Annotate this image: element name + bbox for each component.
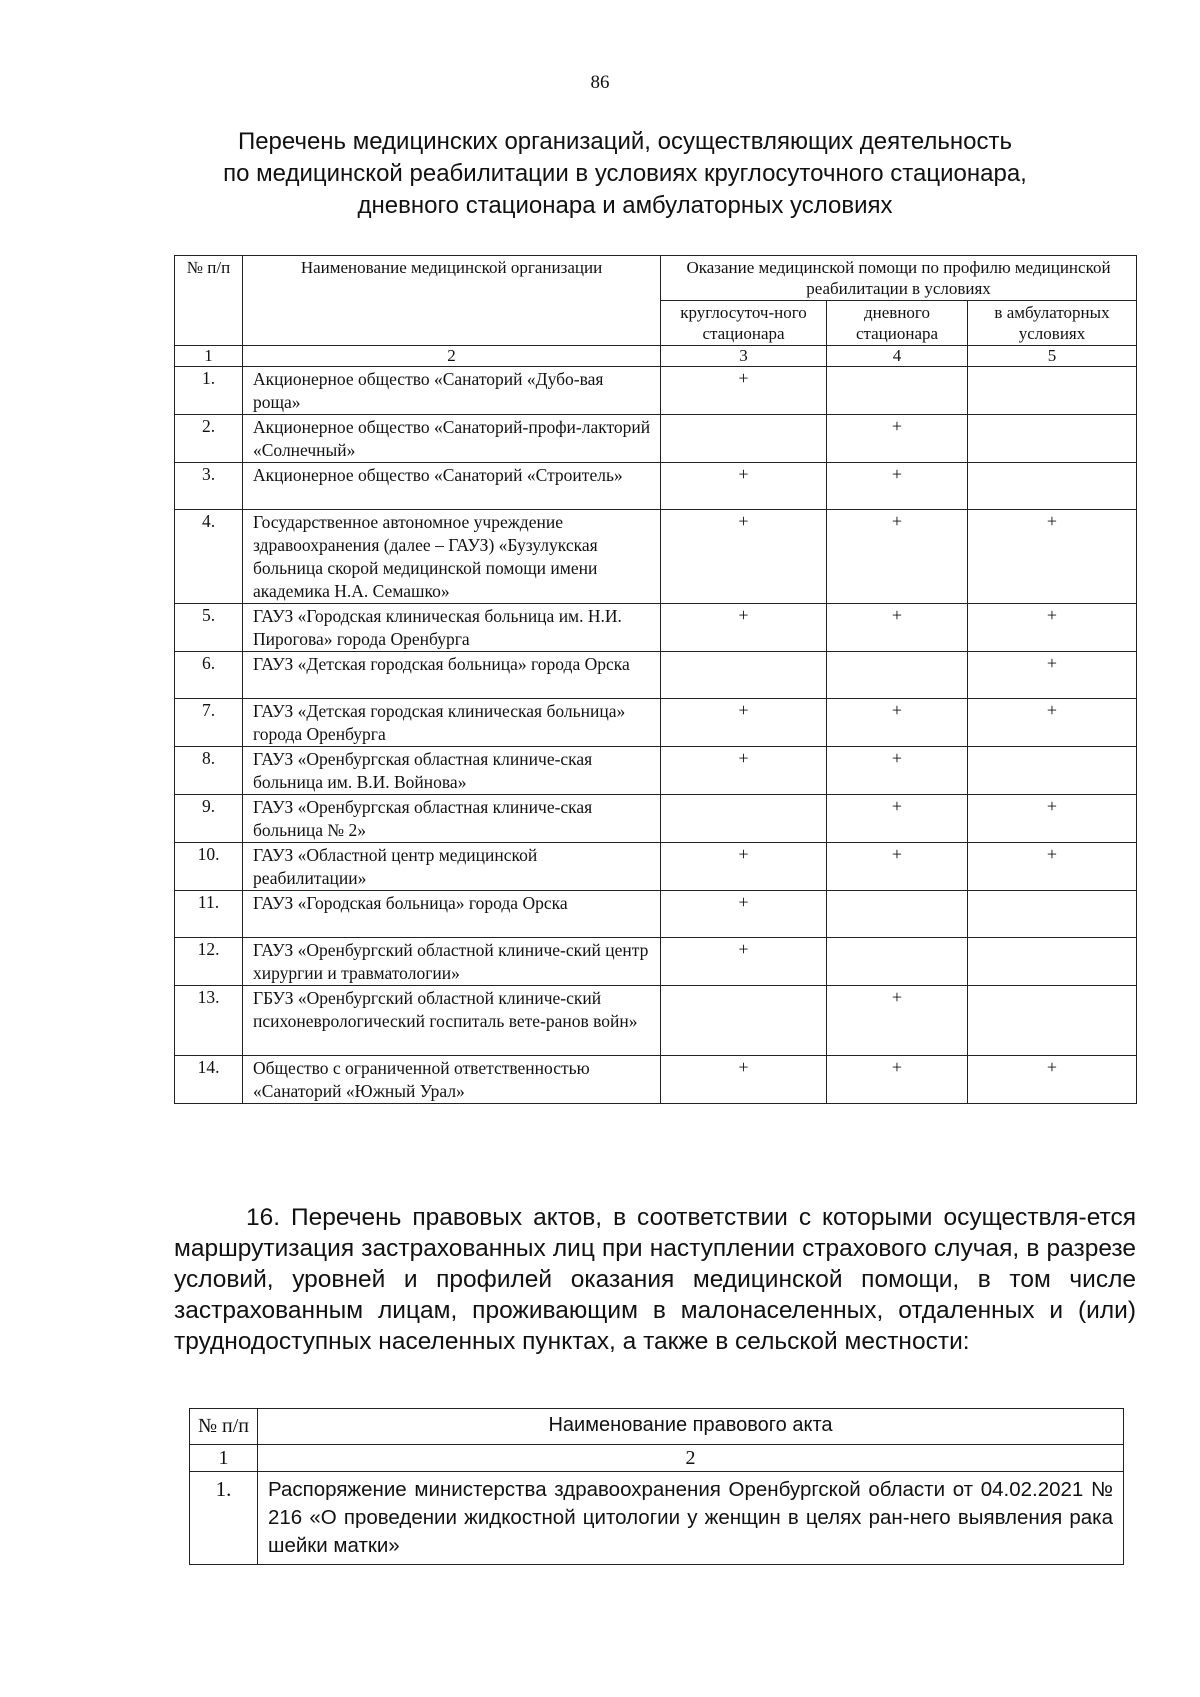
outpatient-mark xyxy=(968,986,1137,1056)
row-number: 13. xyxy=(175,986,243,1056)
organization-name: ГАУЗ «Детская городская больница» города Орска xyxy=(243,652,661,699)
table-row xyxy=(190,1472,1124,1565)
organization-name: Акционерное общество «Санаторий «Строитель» xyxy=(243,463,661,510)
legal-acts-table xyxy=(189,1408,1124,1565)
table-row xyxy=(175,938,1137,986)
outpatient-mark xyxy=(968,415,1137,463)
header-org-name: Наименование медицинской организации xyxy=(243,256,661,346)
organization-name: ГАУЗ «Городская клиническая больница им. Н.И. Пирогова» города Оренбурга xyxy=(243,604,661,652)
row-number: 14. xyxy=(175,1056,243,1104)
column-index: 3 xyxy=(661,346,827,367)
round-the-clock-mark xyxy=(661,652,827,699)
title-line-1: Перечень медицинских организаций, осуществляющих деятельность xyxy=(237,128,1013,155)
table-row xyxy=(175,604,1137,652)
row-number: 10. xyxy=(175,843,243,891)
organization-name: ГБУЗ «Оренбургский областной клиниче-ский психоневрологический госпиталь вете-ранов войн» xyxy=(243,986,661,1056)
table-row xyxy=(175,747,1137,795)
round-the-clock-mark xyxy=(661,795,827,843)
organization-name: ГАУЗ «Оренбургский областной клиниче-ский центр хирургии и травматологии» xyxy=(243,938,661,986)
header-act-name: Наименование правового акта xyxy=(258,1409,1124,1445)
day-hospital-mark: + xyxy=(827,1056,968,1104)
header-num: № п/п xyxy=(175,256,243,346)
column-index-row xyxy=(175,346,1137,367)
round-the-clock-mark: + xyxy=(661,604,827,652)
page-number: 86 xyxy=(590,72,610,93)
outpatient-mark xyxy=(968,938,1137,986)
table-row xyxy=(175,367,1137,415)
header-round-the-clock: круглосуточ-ного стационара xyxy=(661,301,827,346)
column-index: 2 xyxy=(243,346,661,367)
title-line-2: по медицинской реабилитации в условиях круглосуточного стационара, xyxy=(223,160,1027,187)
column-index: 1 xyxy=(175,346,243,367)
round-the-clock-mark: + xyxy=(661,463,827,510)
day-hospital-mark: + xyxy=(827,843,968,891)
round-the-clock-mark: + xyxy=(661,891,827,938)
round-the-clock-mark: + xyxy=(661,367,827,415)
outpatient-mark: + xyxy=(968,843,1137,891)
organization-name: Акционерное общество «Санаторий «Дубо-вая роща» xyxy=(243,367,661,415)
rehab-organizations-table xyxy=(174,255,1137,1104)
row-number: 8. xyxy=(175,747,243,795)
table-row xyxy=(175,510,1137,604)
round-the-clock-mark: + xyxy=(661,747,827,795)
day-hospital-mark: + xyxy=(827,699,968,747)
day-hospital-mark: + xyxy=(827,415,968,463)
organization-name: ГАУЗ «Областной центр медицинской реабилитации» xyxy=(243,843,661,891)
round-the-clock-mark: + xyxy=(661,699,827,747)
round-the-clock-mark xyxy=(661,415,827,463)
section-16-paragraph: 16. Перечень правовых актов, в соответствии с которыми осуществля-ется маршрутизация застрахованных лиц при наступлении страхового случая, в разрезе условий, уровней и профилей оказания медицинской помощи, в том числе застрахованным лицам, проживающим в малонаселенных, отдаленных и (или) труднодоступных населенных пунктах, а также в сельской местности: xyxy=(174,1204,1136,1355)
column-index: 5 xyxy=(968,346,1137,367)
table-row xyxy=(175,891,1137,938)
header-day-hospital: дневного стационара xyxy=(827,301,968,346)
row-number: 11. xyxy=(175,891,243,938)
outpatient-mark xyxy=(968,463,1137,510)
day-hospital-mark: + xyxy=(827,986,968,1056)
day-hospital-mark xyxy=(827,938,968,986)
day-hospital-mark: + xyxy=(827,795,968,843)
title-line-3: дневного стационара и амбулаторных условиях xyxy=(357,192,893,219)
day-hospital-mark: + xyxy=(827,463,968,510)
row-number: 4. xyxy=(175,510,243,604)
table-row xyxy=(175,986,1137,1056)
round-the-clock-mark: + xyxy=(661,938,827,986)
column-index: 4 xyxy=(827,346,968,367)
round-the-clock-mark xyxy=(661,986,827,1056)
organization-name: Акционерное общество «Санаторий-профи-лакторий «Солнечный» xyxy=(243,415,661,463)
organization-name: ГАУЗ «Оренбургская областная клиниче-ская больница № 2» xyxy=(243,795,661,843)
row-number: 5. xyxy=(175,604,243,652)
column-index: 1 xyxy=(190,1445,258,1472)
table-row xyxy=(175,1056,1137,1104)
day-hospital-mark xyxy=(827,652,968,699)
organization-name: ГАУЗ «Городская больница» города Орска xyxy=(243,891,661,938)
day-hospital-mark: + xyxy=(827,604,968,652)
column-index: 2 xyxy=(258,1445,1124,1472)
header-num: № п/п xyxy=(190,1409,258,1445)
row-number: 1. xyxy=(190,1472,258,1565)
table-row xyxy=(175,415,1137,463)
day-hospital-mark xyxy=(827,891,968,938)
table-row xyxy=(175,463,1137,510)
outpatient-mark xyxy=(968,747,1137,795)
round-the-clock-mark: + xyxy=(661,1056,827,1104)
row-number: 9. xyxy=(175,795,243,843)
table-row xyxy=(175,795,1137,843)
row-number: 1. xyxy=(175,367,243,415)
legal-act-text: Распоряжение министерства здравоохранения Оренбургской области от 04.02.2021 № 216 «О проведении жидкостной цитологии у женщин в целях ран-него выявления рака шейки матки» xyxy=(258,1472,1124,1565)
organization-name: ГАУЗ «Оренбургская областная клиниче-ская больница им. В.И. Войнова» xyxy=(243,747,661,795)
table-row xyxy=(175,652,1137,699)
row-number: 12. xyxy=(175,938,243,986)
day-hospital-mark: + xyxy=(827,510,968,604)
day-hospital-mark xyxy=(827,367,968,415)
outpatient-mark: + xyxy=(968,1056,1137,1104)
outpatient-mark: + xyxy=(968,652,1137,699)
row-number: 7. xyxy=(175,699,243,747)
outpatient-mark xyxy=(968,367,1137,415)
organization-name: Общество с ограниченной ответственностью «Санаторий «Южный Урал» xyxy=(243,1056,661,1104)
page-title xyxy=(150,126,1100,222)
header-rehab-group: Оказание медицинской помощи по профилю медицинской реабилитации в условиях xyxy=(661,256,1137,301)
outpatient-mark: + xyxy=(968,699,1137,747)
header-outpatient: в амбулаторных условиях xyxy=(968,301,1137,346)
round-the-clock-mark: + xyxy=(661,843,827,891)
day-hospital-mark: + xyxy=(827,747,968,795)
outpatient-mark: + xyxy=(968,604,1137,652)
row-number: 2. xyxy=(175,415,243,463)
outpatient-mark xyxy=(968,891,1137,938)
round-the-clock-mark: + xyxy=(661,510,827,604)
outpatient-mark: + xyxy=(968,510,1137,604)
organization-name: ГАУЗ «Детская городская клиническая больница» города Оренбурга xyxy=(243,699,661,747)
row-number: 6. xyxy=(175,652,243,699)
row-number: 3. xyxy=(175,463,243,510)
organization-name: Государственное автономное учреждение здравоохранения (далее – ГАУЗ) «Бузулукская больница скорой медицинской помощи имени академика Н.А. Семашко» xyxy=(243,510,661,604)
table-row xyxy=(175,843,1137,891)
table-row xyxy=(175,699,1137,747)
outpatient-mark: + xyxy=(968,795,1137,843)
column-index-row xyxy=(190,1445,1124,1472)
